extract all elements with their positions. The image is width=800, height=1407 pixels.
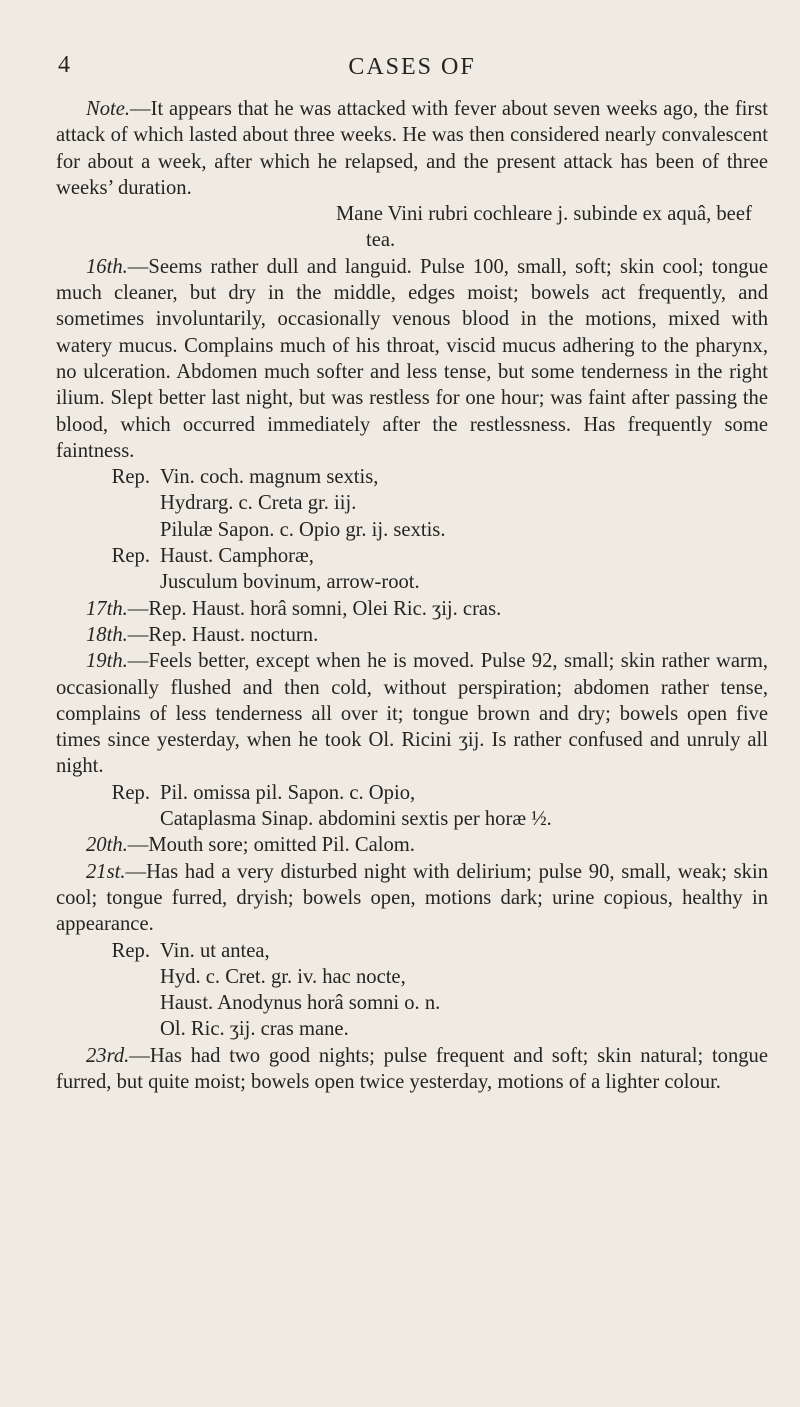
page (56, 52, 768, 1095)
rx-line: Hyd. c. Cret. gr. iv. hac nocte, (160, 965, 406, 988)
entry-text: —Feels better, except when he is moved. Pulse 92, small; skin rather warm, occasionally flushed and then cold, without perspiration; abdomen rather tense, complains of less tenderness all over it; tongue brown and dry; bowels open five times since yesterday, when he took Ol. Ricini ʒij. Is rather confused and unruly all night. (56, 650, 768, 778)
entry-date: 16th. (86, 255, 128, 278)
running-title: CASES OF (348, 54, 476, 80)
rx-heading: Rep. (111, 781, 150, 804)
prescription-mane: Mane Vini rubri cochleare j. subinde ex aquâ, beef tea. (336, 203, 752, 252)
prescription-block-21st (56, 938, 768, 1043)
page-number: 4 (58, 52, 70, 78)
rx-line: Haust. Camphoræ, (160, 545, 314, 568)
rx-line: Vin. ut antea, (160, 939, 270, 962)
prescription-block-16th-b (56, 543, 768, 596)
rx-heading: Rep. (111, 939, 150, 962)
entry-23rd (56, 1043, 768, 1096)
entry-20th (56, 832, 768, 858)
entry-date: 17th. (86, 597, 128, 620)
rx-line: Hydrarg. c. Creta gr. iij. (160, 492, 357, 515)
entry-16th (56, 254, 768, 464)
rx-heading: Rep. (111, 466, 150, 489)
entry-text: —Has had two good nights; pulse frequent and soft; skin natural; tongue furred, but quite moist; bowels open twice yesterday, motions of a lighter colour. (56, 1044, 768, 1093)
entry-text: —Has had a very disturbed night with delirium; pulse 90, small, weak; skin cool; tongue furred, dryish; bowels open, motions dark; urine copious, healthy in appearance. (56, 860, 768, 936)
note-paragraph (56, 96, 768, 201)
entry-date: 20th. (86, 834, 128, 857)
rx-line: Ol. Ric. ʒij. cras mane. (160, 1018, 349, 1041)
entry-17th (56, 596, 768, 622)
entry-text: —Rep. Haust. horâ somni, Olei Ric. ʒij. cras. (127, 597, 502, 620)
entry-date: 18th. (86, 623, 128, 646)
prescription-block-19th (56, 780, 768, 833)
entry-date: 23rd. (86, 1044, 130, 1067)
rx-line: Vin. coch. magnum sextis, (160, 466, 379, 489)
prescription-block-16th-a (56, 464, 768, 543)
rx-line: Cataplasma Sinap. abdomini sextis per horæ ½. (160, 808, 552, 831)
entry-text: —Rep. Haust. nocturn. (127, 623, 319, 646)
entry-text: —Seems rather dull and languid. Pulse 100, small, soft; skin cool; tongue much cleaner, but dry in the middle, edges moist; bowels act frequently, and sometimes involuntarily, occasionally venous blood in the motions, mixed with watery mucus. Complains much of his throat, viscid mucus adhering to the pharynx, no ulceration. Abdomen much softer and less tense, but some tenderness in the right ilium. Slept better last night, but was restless for one hour; was faint after passing the blood, which occurred immediately after the restlessness. Has frequently some faintness. (56, 255, 768, 462)
entry-21st (56, 859, 768, 938)
running-head (56, 52, 768, 96)
entry-date: 21st. (86, 860, 126, 883)
entry-19th (56, 648, 768, 779)
note-text: —It appears that he was attacked with fever about seven weeks ago, the first attack of which lasted about three weeks. He was then considered nearly convalescent for about a week, after which he relapsed, and the present attack has been of three weeks’ duration. (56, 98, 768, 199)
note-lead: Note. (86, 98, 131, 120)
rx-line: Haust. Anodynus horâ somni o. n. (160, 992, 441, 1015)
entry-text: —Mouth sore; omitted Pil. Calom. (127, 834, 415, 857)
rx-line: Pil. omissa pil. Sapon. c. Opio, (160, 781, 416, 804)
entry-date: 19th. (86, 650, 128, 673)
rx-line: Pilulæ Sapon. c. Opio gr. ij. sextis. (160, 518, 446, 541)
rx-heading: Rep. (111, 545, 150, 568)
rx-line: Jusculum bovinum, arrow-root. (160, 571, 420, 594)
entry-18th (56, 622, 768, 648)
